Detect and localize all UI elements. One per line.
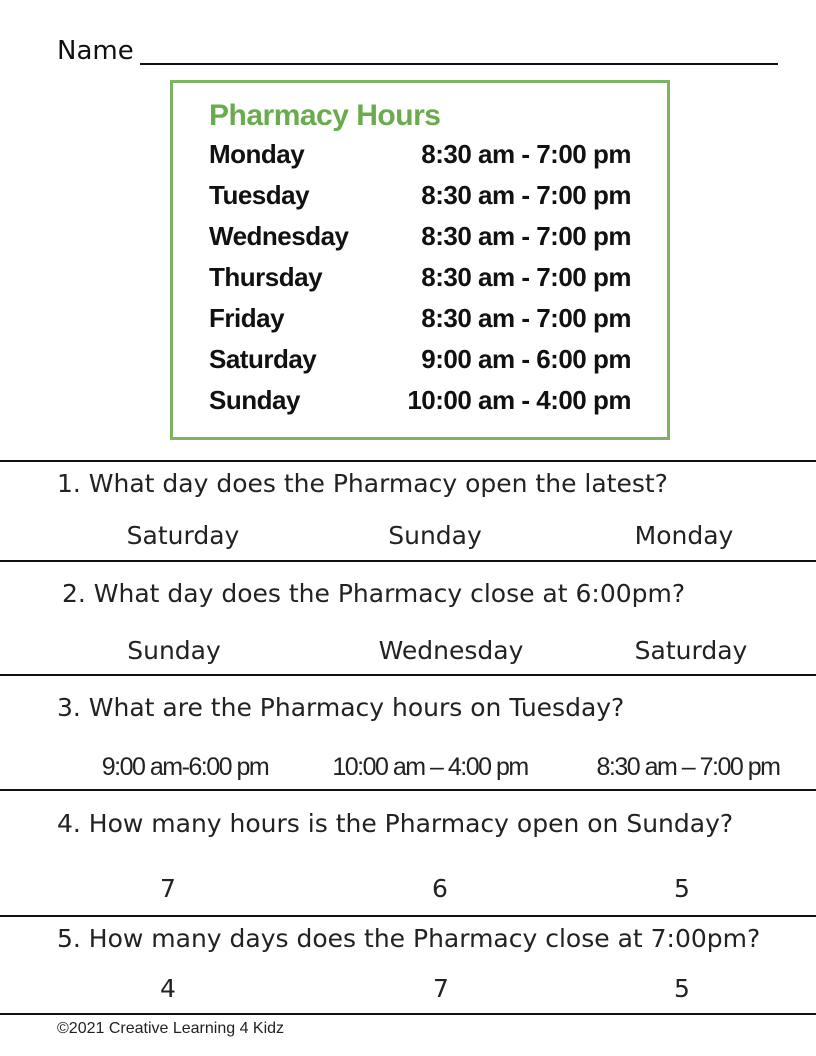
question-3: 3. What are the Pharmacy hours on Tuesday? bbox=[57, 693, 625, 722]
hours-day: Friday bbox=[209, 303, 285, 333]
divider bbox=[0, 1013, 816, 1015]
name-label: Name bbox=[57, 36, 134, 66]
hours-row bbox=[173, 221, 667, 261]
hours-row bbox=[173, 344, 667, 384]
divider bbox=[0, 789, 816, 791]
answer-option[interactable]: 8:30 am – 7:00 pm bbox=[596, 753, 780, 781]
name-blank-line[interactable] bbox=[140, 63, 778, 65]
divider bbox=[0, 674, 816, 676]
question-1: 1. What day does the Pharmacy open the latest? bbox=[57, 469, 668, 498]
pharmacy-hours-box bbox=[170, 80, 670, 440]
copyright-footer: ©2021 Creative Learning 4 Kidz bbox=[57, 1020, 285, 1037]
hours-row bbox=[173, 303, 667, 343]
hours-title: Pharmacy Hours bbox=[209, 99, 441, 132]
hours-day: Saturday bbox=[209, 344, 317, 374]
hours-time: 8:30 am - 7:00 pm bbox=[421, 139, 631, 169]
answer-option[interactable]: 9:00 am-6:00 pm bbox=[101, 753, 269, 781]
answer-option[interactable]: Monday bbox=[634, 521, 734, 550]
hours-time: 8:30 am - 7:00 pm bbox=[421, 262, 631, 292]
divider bbox=[0, 460, 816, 462]
hours-row bbox=[173, 385, 667, 425]
answer-option[interactable]: 5 bbox=[674, 974, 690, 1003]
divider bbox=[0, 915, 816, 917]
answer-option[interactable]: Sunday bbox=[127, 636, 221, 665]
answer-option[interactable]: 4 bbox=[160, 974, 176, 1003]
hours-row bbox=[173, 180, 667, 220]
answer-option[interactable]: Sunday bbox=[388, 521, 482, 550]
answer-option[interactable]: Wednesday bbox=[378, 636, 524, 665]
hours-time: 10:00 am - 4:00 pm bbox=[407, 385, 631, 415]
question-2: 2. What day does the Pharmacy close at 6:00pm? bbox=[62, 579, 686, 608]
hours-day: Sunday bbox=[209, 385, 300, 415]
hours-time: 8:30 am - 7:00 pm bbox=[421, 221, 631, 251]
answer-option[interactable]: 7 bbox=[433, 974, 449, 1003]
answer-option[interactable]: 7 bbox=[160, 874, 176, 903]
answer-option[interactable]: Saturday bbox=[126, 521, 240, 550]
hours-time: 9:00 am - 6:00 pm bbox=[421, 344, 631, 374]
hours-time: 8:30 am - 7:00 pm bbox=[421, 180, 631, 210]
hours-day: Thursday bbox=[209, 262, 323, 292]
question-5: 5. How many days does the Pharmacy close at 7:00pm? bbox=[57, 924, 761, 953]
hours-day: Monday bbox=[209, 139, 305, 169]
hours-time: 8:30 am - 7:00 pm bbox=[421, 303, 631, 333]
divider bbox=[0, 560, 816, 562]
answer-option[interactable]: 5 bbox=[674, 874, 690, 903]
answer-option[interactable]: Saturday bbox=[634, 636, 748, 665]
answer-option[interactable]: 6 bbox=[432, 874, 448, 903]
hours-day: Wednesday bbox=[209, 221, 349, 251]
hours-row bbox=[173, 139, 667, 179]
answer-option[interactable]: 10:00 am – 4:00 pm bbox=[332, 753, 528, 781]
hours-row bbox=[173, 262, 667, 302]
hours-day: Tuesday bbox=[209, 180, 310, 210]
question-4: 4. How many hours is the Pharmacy open on Sunday? bbox=[57, 809, 734, 838]
